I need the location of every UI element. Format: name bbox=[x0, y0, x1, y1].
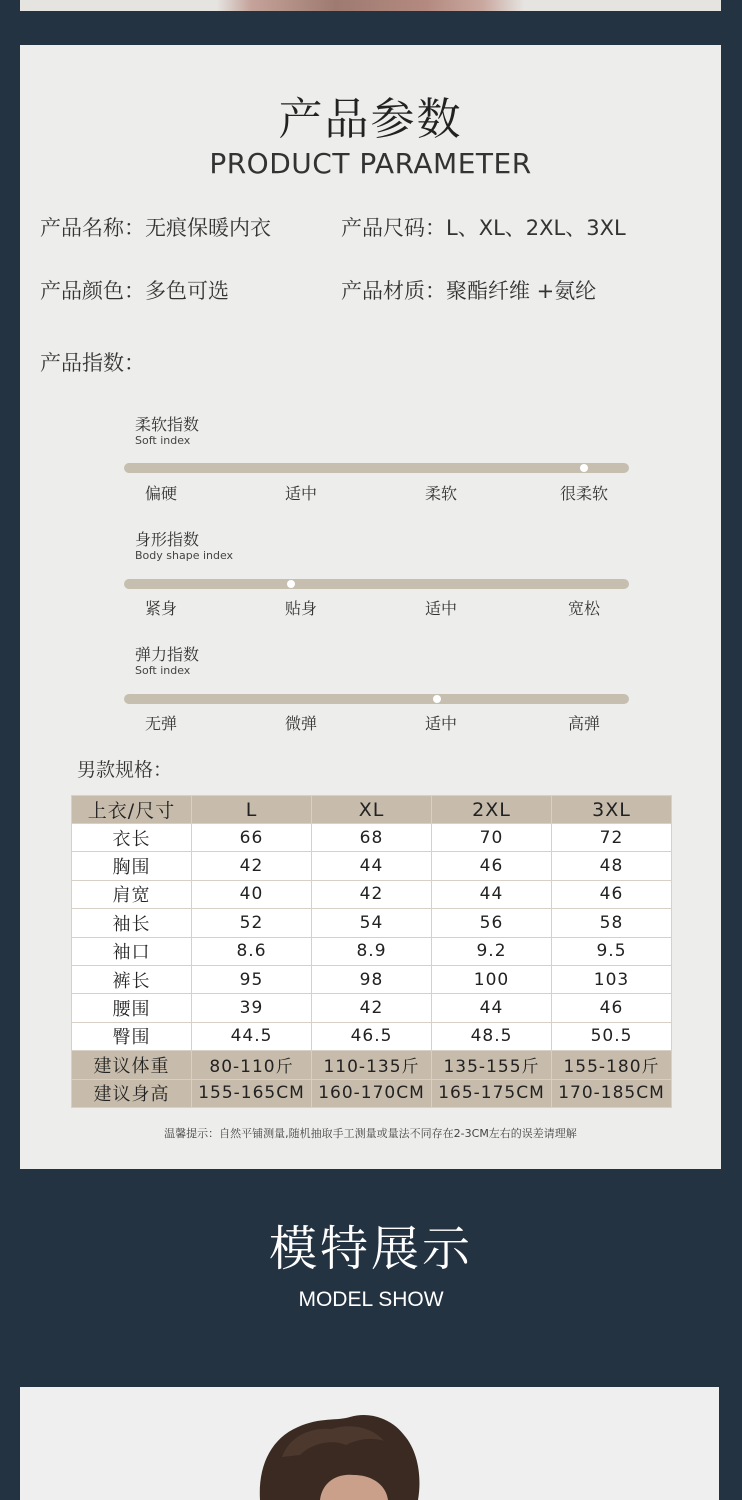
model-show-subtitle: MODEL SHOW bbox=[298, 1288, 444, 1311]
row-header-cell: 袖长 bbox=[72, 909, 192, 937]
body-shape-index-marker bbox=[287, 580, 295, 588]
elastic-index-tick: 高弹 bbox=[567, 714, 600, 733]
elastic-index-label: 弹力指数 bbox=[135, 645, 200, 664]
size-value-cell: 9.5 bbox=[552, 937, 672, 965]
elastic-index-tick: 微弹 bbox=[284, 714, 317, 733]
size-table-row bbox=[72, 965, 672, 993]
elastic-index-tick: 适中 bbox=[424, 714, 457, 733]
size-value-cell: 103 bbox=[552, 965, 672, 993]
measurement-note: 温馨提示：自然平铺测量,随机抽取手工测量或量法不同存在2-3CM左右的误差请理解 bbox=[164, 1127, 577, 1140]
body-shape-index-track bbox=[124, 579, 629, 589]
size-value-cell: 8.6 bbox=[192, 937, 312, 965]
column-header: L bbox=[192, 796, 312, 824]
size-value-cell: 52 bbox=[192, 909, 312, 937]
size-value-cell: 66 bbox=[192, 824, 312, 852]
size-value-cell: 48.5 bbox=[432, 1022, 552, 1050]
body-shape-index-tick: 适中 bbox=[424, 599, 457, 618]
size-value-cell: 42 bbox=[312, 994, 432, 1022]
product-name: 产品名称：无痕保暖内衣 bbox=[40, 216, 271, 240]
row-header-cell: 肩宽 bbox=[72, 880, 192, 908]
body-shape-index-label: 身形指数 bbox=[135, 530, 200, 549]
size-value-cell: 170-185CM bbox=[552, 1079, 672, 1107]
product-material: 产品材质：聚酯纤维 +氨纶 bbox=[341, 279, 597, 303]
elastic-index-marker bbox=[433, 695, 441, 703]
product-parameter-card bbox=[20, 45, 721, 1169]
top-product-photo bbox=[20, 0, 721, 11]
soft-index-tick: 适中 bbox=[284, 484, 317, 503]
size-table-header-row bbox=[72, 796, 672, 824]
size-value-cell: 46.5 bbox=[312, 1022, 432, 1050]
column-header: 3XL bbox=[552, 796, 672, 824]
size-value-cell: 68 bbox=[312, 824, 432, 852]
parameter-subtitle: PRODUCT PARAMETER bbox=[209, 147, 532, 180]
size-value-cell: 9.2 bbox=[432, 937, 552, 965]
row-header-cell: 臀围 bbox=[72, 1022, 192, 1050]
elastic-index-sub: Soft index bbox=[135, 664, 191, 677]
size-table-row bbox=[72, 937, 672, 965]
size-value-cell: 155-180斤 bbox=[552, 1051, 672, 1079]
size-value-cell: 98 bbox=[312, 965, 432, 993]
soft-index-sub: Soft index bbox=[135, 434, 191, 447]
size-value-cell: 110-135斤 bbox=[312, 1051, 432, 1079]
column-header: 上衣/尺寸 bbox=[72, 796, 192, 824]
size-value-cell: 46 bbox=[552, 994, 672, 1022]
size-table bbox=[71, 795, 672, 1108]
row-header-cell: 袖口 bbox=[72, 937, 192, 965]
product-size: 产品尺码：L、XL、2XL、3XL bbox=[341, 216, 626, 240]
elastic-index-track bbox=[124, 694, 629, 704]
size-value-cell: 70 bbox=[432, 824, 552, 852]
size-table-row bbox=[72, 1079, 672, 1107]
size-table-row bbox=[72, 994, 672, 1022]
column-header: 2XL bbox=[432, 796, 552, 824]
size-value-cell: 95 bbox=[192, 965, 312, 993]
model-photo bbox=[20, 1387, 719, 1500]
soft-index-label: 柔软指数 bbox=[135, 415, 200, 434]
row-header-cell: 胸围 bbox=[72, 852, 192, 880]
size-value-cell: 58 bbox=[552, 909, 672, 937]
size-value-cell: 165-175CM bbox=[432, 1079, 552, 1107]
soft-index-tick: 偏硬 bbox=[144, 484, 177, 503]
row-header-cell: 衣长 bbox=[72, 824, 192, 852]
size-value-cell: 40 bbox=[192, 880, 312, 908]
row-header-cell: 建议身高 bbox=[72, 1079, 192, 1107]
body-shape-index-tick: 紧身 bbox=[144, 599, 177, 618]
size-value-cell: 56 bbox=[432, 909, 552, 937]
size-value-cell: 46 bbox=[552, 880, 672, 908]
size-table-row bbox=[72, 880, 672, 908]
model-hair-illustration bbox=[20, 1387, 719, 1500]
column-header: XL bbox=[312, 796, 432, 824]
size-value-cell: 42 bbox=[312, 880, 432, 908]
row-header-cell: 裤长 bbox=[72, 965, 192, 993]
size-table-row bbox=[72, 1051, 672, 1079]
soft-index-tick: 很柔软 bbox=[559, 484, 608, 503]
body-shape-index-sub: Body shape index bbox=[135, 549, 234, 562]
size-value-cell: 48 bbox=[552, 852, 672, 880]
model-show-title: 模特展示 bbox=[268, 1221, 473, 1277]
size-value-cell: 135-155斤 bbox=[432, 1051, 552, 1079]
size-value-cell: 39 bbox=[192, 994, 312, 1022]
size-value-cell: 8.9 bbox=[312, 937, 432, 965]
elastic-index-tick: 无弹 bbox=[144, 714, 177, 733]
size-value-cell: 44 bbox=[312, 852, 432, 880]
soft-index-marker bbox=[580, 464, 588, 472]
product-color: 产品颜色：多色可选 bbox=[40, 279, 229, 303]
size-value-cell: 42 bbox=[192, 852, 312, 880]
size-value-cell: 80-110斤 bbox=[192, 1051, 312, 1079]
soft-index-track bbox=[124, 463, 629, 473]
size-value-cell: 46 bbox=[432, 852, 552, 880]
row-header-cell: 腰围 bbox=[72, 994, 192, 1022]
size-value-cell: 44 bbox=[432, 994, 552, 1022]
size-value-cell: 54 bbox=[312, 909, 432, 937]
size-value-cell: 160-170CM bbox=[312, 1079, 432, 1107]
size-value-cell: 50.5 bbox=[552, 1022, 672, 1050]
body-shape-index-tick: 贴身 bbox=[284, 599, 317, 618]
size-value-cell: 72 bbox=[552, 824, 672, 852]
size-table-row bbox=[72, 824, 672, 852]
size-table-row bbox=[72, 1022, 672, 1050]
row-header-cell: 建议体重 bbox=[72, 1051, 192, 1079]
size-value-cell: 44 bbox=[432, 880, 552, 908]
parameter-title: 产品参数 bbox=[278, 94, 463, 145]
size-value-cell: 44.5 bbox=[192, 1022, 312, 1050]
size-table-heading: 男款规格： bbox=[77, 759, 173, 781]
size-value-cell: 155-165CM bbox=[192, 1079, 312, 1107]
index-heading: 产品指数： bbox=[40, 351, 145, 375]
size-table-row bbox=[72, 909, 672, 937]
body-shape-index-tick: 宽松 bbox=[567, 599, 600, 618]
size-table-row bbox=[72, 852, 672, 880]
size-value-cell: 100 bbox=[432, 965, 552, 993]
soft-index-tick: 柔软 bbox=[424, 484, 457, 503]
